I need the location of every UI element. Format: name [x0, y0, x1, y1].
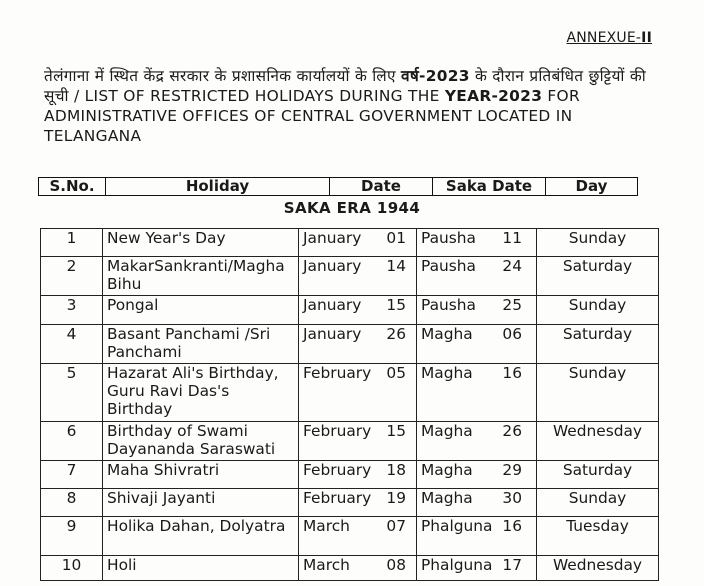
row-saka-date: [417, 325, 537, 364]
row-day-number: 19: [386, 489, 406, 507]
header-holiday: Holiday: [106, 178, 330, 195]
row-saka-date: [417, 229, 537, 257]
row-holiday: Shivaji Jayanti: [103, 489, 299, 517]
row-weekday: Sunday: [537, 296, 659, 325]
row-weekday: Saturday: [537, 461, 659, 489]
table-row: [41, 422, 659, 461]
row-sno: 9: [41, 517, 103, 556]
row-date: [299, 517, 417, 556]
table-row: [41, 517, 659, 556]
row-saka-month: Magha: [421, 461, 473, 479]
row-day-number: 08: [386, 556, 406, 574]
row-holiday: Holi: [103, 556, 299, 581]
header-day: Day: [575, 177, 608, 195]
row-date: [299, 422, 417, 461]
row-day-number: 15: [386, 296, 406, 314]
row-sno: 6: [41, 422, 103, 461]
row-date: [299, 325, 417, 364]
row-sno: 8: [41, 489, 103, 517]
row-month: January: [303, 296, 362, 314]
annexure-label: ANNEXUE-II: [566, 30, 652, 46]
row-saka-month: Pausha: [421, 296, 476, 314]
table-row: [41, 556, 659, 581]
row-saka-date: [417, 517, 537, 556]
row-saka-day: 16: [502, 364, 522, 382]
row-sno: 10: [41, 556, 103, 581]
row-saka-day: 17: [502, 556, 522, 574]
row-day-number: 26: [386, 325, 406, 343]
row-holiday: New Year's Day: [103, 229, 299, 257]
row-saka-month: Magha: [421, 325, 473, 343]
row-saka-day: 26: [502, 422, 522, 440]
row-saka-month: Phalguna: [421, 517, 493, 535]
row-date: [299, 556, 417, 581]
row-saka-date: [417, 556, 537, 581]
row-saka-month: Pausha: [421, 229, 476, 247]
row-date: [299, 489, 417, 517]
table-row: [41, 325, 659, 364]
row-saka-day: 30: [502, 489, 522, 507]
row-weekday: Saturday: [537, 257, 659, 296]
holiday-table: [40, 228, 659, 581]
row-saka-day: 11: [502, 229, 522, 247]
row-day-number: 18: [386, 461, 406, 479]
table-row: [41, 229, 659, 257]
row-saka-date: [417, 422, 537, 461]
table-row: [41, 257, 659, 296]
row-saka-date: [417, 461, 537, 489]
row-day-number: 14: [386, 257, 406, 275]
row-weekday: Wednesday: [537, 422, 659, 461]
table-row: [41, 296, 659, 325]
row-weekday: Wednesday: [537, 556, 659, 581]
row-month: February: [303, 364, 372, 382]
row-sno: 1: [41, 229, 103, 257]
row-month: January: [303, 257, 362, 275]
row-month: February: [303, 422, 372, 440]
row-sno: 4: [41, 325, 103, 364]
row-saka-month: Magha: [421, 422, 473, 440]
row-month: February: [303, 461, 372, 479]
row-date: [299, 257, 417, 296]
row-sno: 5: [41, 364, 103, 422]
row-sno: 3: [41, 296, 103, 325]
row-holiday: Pongal: [103, 296, 299, 325]
row-weekday: Sunday: [537, 364, 659, 422]
row-saka-date: [417, 296, 537, 325]
row-saka-month: Phalguna: [421, 556, 493, 574]
row-date: [299, 364, 417, 422]
row-saka-month: Magha: [421, 364, 473, 382]
header-sno: S.No.: [39, 178, 106, 195]
row-holiday: Holika Dahan, Dolyatra: [103, 517, 299, 556]
row-saka-date: [417, 489, 537, 517]
row-saka-date: [417, 364, 537, 422]
row-saka-month: Pausha: [421, 257, 476, 275]
row-holiday: Birthday of Swami Dayananda Saraswati: [103, 422, 299, 461]
row-month: January: [303, 325, 362, 343]
row-saka-month: Magha: [421, 489, 473, 507]
table-row: [41, 489, 659, 517]
row-day-number: 05: [386, 364, 406, 382]
row-date: [299, 296, 417, 325]
row-saka-day: 06: [502, 325, 522, 343]
row-saka-day: 24: [502, 257, 522, 275]
row-saka-day: 16: [502, 517, 522, 535]
row-holiday: Hazarat Ali's Birthday, Guru Ravi Das's Birthday: [103, 364, 299, 422]
table-row: [41, 364, 659, 422]
header-saka-date: Saka Date: [433, 178, 546, 195]
row-weekday: Tuesday: [537, 517, 659, 556]
row-holiday: Maha Shivratri: [103, 461, 299, 489]
row-weekday: Saturday: [537, 325, 659, 364]
row-month: January: [303, 229, 362, 247]
row-day-number: 07: [386, 517, 406, 535]
row-sno: 7: [41, 461, 103, 489]
row-day-number: 15: [386, 422, 406, 440]
header-date: Date: [330, 178, 433, 195]
row-holiday: MakarSankranti/Magha Bihu: [103, 257, 299, 296]
document-heading: तेलंगाना में स्थित केंद्र सरकार के प्रशासनिक कार्यालयों के लिए वर्ष-2023 के दौरान प्रतिबंधित छुट्टियों की सूची / LIST OF RESTRICTED HOLIDAYS DURING THE YEAR-2023 FOR ADMINISTRATIVE OFFICES OF CENTRAL GOVERNMENT LOCATED IN TELANGANA: [44, 67, 646, 145]
row-saka-day: 29: [502, 461, 522, 479]
row-day-number: 01: [386, 229, 406, 247]
row-date: [299, 461, 417, 489]
row-saka-day: 25: [502, 296, 522, 314]
row-month: March: [303, 517, 350, 535]
row-weekday: Sunday: [537, 229, 659, 257]
row-month: March: [303, 556, 350, 574]
row-saka-date: [417, 257, 537, 296]
row-month: February: [303, 489, 372, 507]
table-row: [41, 461, 659, 489]
era-label: SAKA ERA 1944: [283, 199, 421, 217]
row-holiday: Basant Panchami /Sri Panchami: [103, 325, 299, 364]
row-date: [299, 229, 417, 257]
row-sno: 2: [41, 257, 103, 296]
row-weekday: Sunday: [537, 489, 659, 517]
table-header: [38, 177, 638, 196]
